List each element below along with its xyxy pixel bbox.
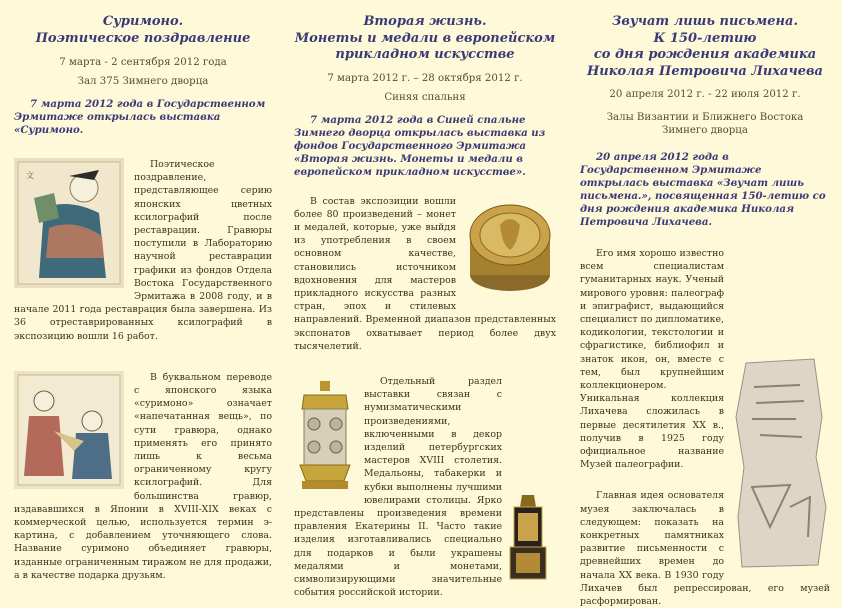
exhibit-dates: 20 апреля 2012 г. - 22 июля 2012 г. (609, 89, 801, 100)
woodblock-print-courtesan-image (14, 158, 124, 288)
paragraph-text: Его имя хорошо известно всем специалистам гуманитарных наук. Ученый мирового уровня: палеограф и эпиграфист, выдающийся специалист по дипломатике, кодикологии, текстологии и сфрагистике, библиофил и знаток икон, он, вместе с тем, был крупнейшим коллекционером. Уникальная коллекция Лихачева сложилась в первые десятилетия XX в., получив в 1925 году официальное название Музей палеографии. (580, 248, 724, 471)
column-surimono (14, 0, 272, 582)
exhibit-lead: 20 апреля 2012 года в Государственном Эрмитаже открылась выставка «Звучат лишь письмена.», посвященная 150-летию со дня рождения академика Николая Петровича Лихачева. (580, 151, 826, 228)
gold-medal-snuffbox-image (462, 195, 556, 299)
exhibit-dates: 7 марта 2012 г. – 28 октября 2012 г. (327, 72, 523, 84)
stone-inscription-tablet-image (730, 357, 830, 569)
exhibit-title: Вторая жизнь. Монеты и медали в европейском прикладном искусстве (294, 14, 556, 62)
silver-gilt-goblet-image (294, 379, 356, 497)
paragraph-text: В состав экспозиции вошли более 80 произведений – монет и медалей, которые, уже выйдя из употребления в своем основном качестве, становились источником вдохновения для мастеров прикладного искусства разных стран, эпох и стилевых направлений. Временной диапазон представленных экспонатов охватывает период более двух тысячелетий. (294, 195, 556, 352)
exhibit-title: Суримоно. Поэтическое поздравление (35, 14, 251, 46)
exhibit-place: Залы Византии и Ближнего Востока Зимнего дворца (606, 112, 804, 136)
woodblock-print-figures-image (14, 371, 124, 489)
exhibit-paragraph-1 (14, 158, 272, 343)
paragraph-text: В буквальном переводе с японского языка «суримоно» означает «напечатанная вещь», по сути гравюра, однако применять его принято лишь к весьма ограниченному кругу ксилографий. Для большинства гравюр, издававшихся в Японии в XVIII-XIX веках с коммерческой целью, используется термин э-картина, с добавлением уточняющего слова. Название суримоно объединяет гравюры, изданные ограниченным тиражом не для продажи, а в качестве подарка друзьям. (14, 371, 272, 581)
exhibit-paragraph-1 (580, 247, 830, 471)
exhibit-paragraph-2 (294, 375, 556, 599)
exhibit-paragraph-2 (14, 371, 272, 582)
paragraph-text: Главная идея основателя музея заключалась в следующем: показать на конкретных памятниках развитие письменности с древнейших времен до начала XX века. В 1930 году Лихачев был репрессирован, его музей расформирован. (580, 490, 830, 608)
column-likhachev (580, 0, 830, 608)
exhibit-paragraph-1 (294, 195, 556, 353)
paragraph-text: Поэтическое поздравление, представляющее серию японских цветных ксилографий после реставрации. Гравюры поступили в Лабораторию научной реставрации графики из фондов Отдела Востока Государственного Эрмитажа в 2008 году, и в начале 2011 года реставрация была завершена. Из 36 отреставрированных ксилографий в экспозицию вошли 16 работ. (14, 159, 272, 342)
ornate-cabinet-clock-image (508, 495, 548, 581)
exhibit-lead: 7 марта 2012 года в Государственном Эрмитаже открылась выставка «Суримоно. (14, 98, 266, 136)
exhibit-dates: 7 марта - 2 сентября 2012 года (59, 57, 227, 68)
exhibit-lead: 7 марта 2012 года в Синей спальне Зимнего дворца открылась выставка из фондов Государственного Эрмитажа «Вторая жизнь. Монеты и медали в европейском прикладном искусстве». (294, 113, 546, 178)
exhibit-place: Зал 375 Зимнего дворца (77, 76, 209, 87)
column-coins-medals (294, 0, 556, 599)
exhibit-title: Звучат лишь письмена. К 150-летию со дня рождения академика Николая Петровича Лихачева (587, 14, 823, 79)
exhibit-place: Синяя спальня (384, 91, 466, 103)
svg-text:文: 文 (26, 171, 34, 180)
paragraph-text: Отдельный раздел выставки связан с нумизматическими произведениями, включенными в декор изделий петербургских мастеров XVIII столетия. Медальоны, табакерки и кубки выполнены лучшими ювелирами столицы. Ярко представлены произведения времени правления Екатерины II. Часто такие изделия изготавливались специально для подарков и были украшены медалями и монетами, символизирующими значительные события российской истории. (294, 375, 502, 599)
